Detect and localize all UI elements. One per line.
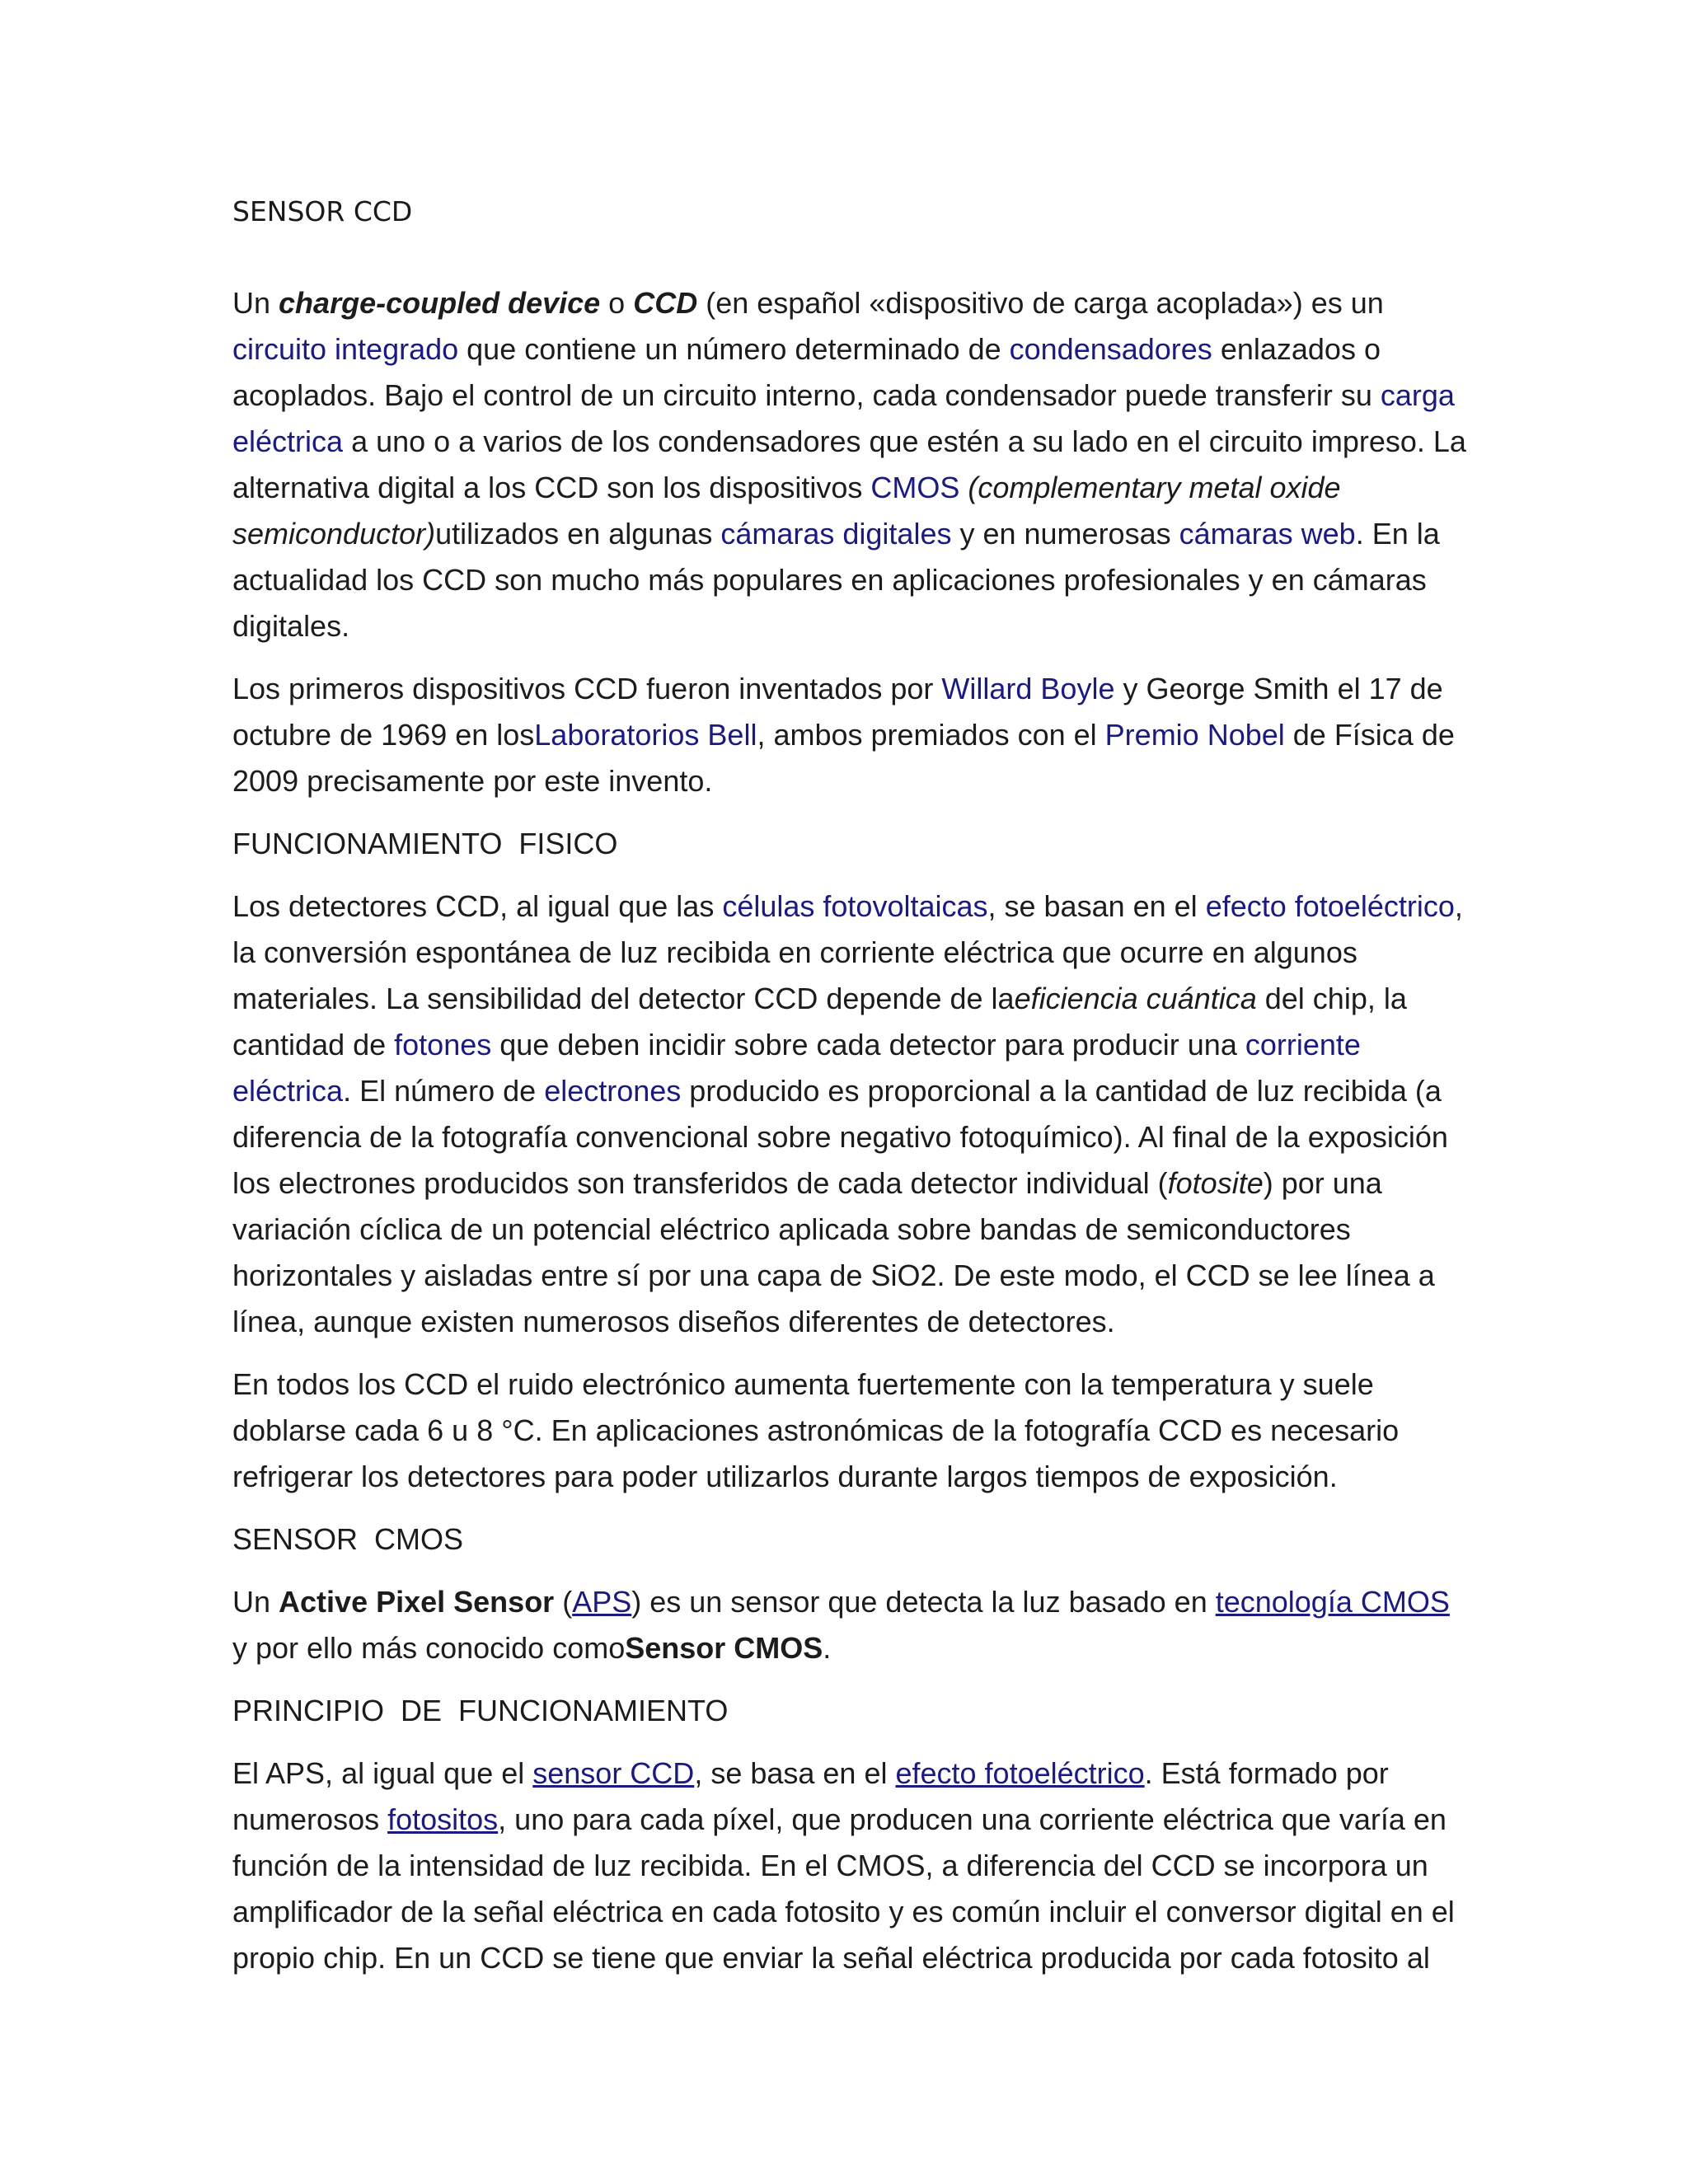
- text: Los detectores CCD, al igual que las: [232, 889, 723, 923]
- text: y por ello más conocido como: [232, 1631, 626, 1665]
- term-eficiencia-cuantica: eficiencia cuántica: [1014, 982, 1257, 1015]
- text: producido es proporcional a la cantidad de luz recibida (a diferencia de la fotografía convencional sobre negativo fotoquímico). Al final de la exposición los electrones producidos son transferidos de cada detector individual (: [232, 1074, 1448, 1200]
- text: Un: [232, 286, 279, 320]
- text: y George Smith el 17 de octubre de 1969 en los: [232, 672, 1443, 752]
- text: que contiene un número determinado de: [458, 332, 1010, 366]
- paragraph-aps-principle: [232, 1750, 1469, 1981]
- link-sensor-ccd[interactable]: sensor CCD: [532, 1756, 695, 1790]
- link-tecnologia-cmos[interactable]: tecnología CMOS: [1215, 1585, 1450, 1619]
- link-laboratorios-bell[interactable]: Laboratorios Bell: [534, 718, 757, 752]
- text: de Física de 2009 precisamente por este invento.: [232, 718, 1455, 798]
- text: (: [554, 1585, 573, 1619]
- text: . En la actualidad los CCD son mucho más populares en aplicaciones profesionales y en cámaras digitales.: [232, 517, 1440, 643]
- document-body: [232, 188, 1469, 1998]
- link-carga-electrica[interactable]: carga eléctrica: [232, 378, 1455, 458]
- text: Los primeros dispositivos CCD fueron inventados por: [232, 672, 942, 705]
- link-premio-nobel[interactable]: Premio Nobel: [1104, 718, 1285, 752]
- text: o: [600, 286, 634, 320]
- text: , uno para cada píxel, que producen una corriente eléctrica que varía en función de la intensidad de luz recibida. En el CMOS, a diferencia del CCD se incorpora un amplificador de la señal eléctrica en cada fotosito y es común incluir el conversor digital en el propio chip. En un CCD se tiene que enviar la señal eléctrica producida por cada fotosito al: [232, 1802, 1455, 1975]
- text: , se basa en el: [694, 1756, 896, 1790]
- heading-sensor-cmos: SENSOR CMOS: [232, 1522, 464, 1556]
- link-corriente-electrica[interactable]: corriente eléctrica: [232, 1028, 1361, 1108]
- text: , ambos premiados con el: [757, 718, 1105, 752]
- text: a uno o a varios de los condensadores que estén a su lado en el circuito impreso. La alternativa digital a los CCD son los dispositivos: [232, 424, 1466, 504]
- link-condensadores[interactable]: condensadores: [1009, 332, 1212, 366]
- paragraph-aps-definition: [232, 1579, 1469, 1671]
- text: . El número de: [343, 1074, 545, 1108]
- term-active-pixel-sensor: Active Pixel Sensor: [279, 1585, 555, 1619]
- link-circuito-integrado[interactable]: circuito integrado: [232, 332, 459, 366]
- term-ccd: CCD: [633, 286, 698, 320]
- link-fotones[interactable]: fotones: [394, 1028, 492, 1062]
- link-aps[interactable]: APS: [572, 1585, 632, 1619]
- paragraph-ccd-history: [232, 666, 1469, 804]
- document-title: SENSOR CCD: [232, 195, 413, 227]
- text: ) por una variación cíclica de un potencial eléctrico aplicada sobre bandas de semiconductores horizontales y aisladas entre sí por una capa de SiO2. De este modo, el CCD se lee línea a línea, aunque existen numerosos diseños diferentes de detectores.: [232, 1166, 1435, 1338]
- paragraph-ccd-definition: [232, 280, 1469, 649]
- heading-funcionamiento-fisico: FUNCIONAMIENTO FISICO: [232, 827, 618, 860]
- link-celulas-fotovoltaicas[interactable]: células fotovoltaicas: [722, 889, 988, 923]
- text: y en numerosas: [951, 517, 1179, 551]
- link-efecto-fotoelectrico[interactable]: efecto fotoeléctrico: [1205, 889, 1455, 923]
- text: ) es un sensor que detecta la luz basado en: [631, 1585, 1216, 1619]
- text: .: [823, 1631, 832, 1665]
- term-charge-coupled-device: charge-coupled device: [279, 286, 601, 320]
- text: . Está formado por numerosos: [232, 1756, 1389, 1836]
- text: que deben incidir sobre cada detector para producir una: [491, 1028, 1245, 1062]
- text: El APS, al igual que el: [232, 1756, 533, 1790]
- term-cmos-expansion: (complementary metal oxide semiconductor): [232, 471, 1341, 551]
- text: enlazados o acoplados. Bajo el control de un circuito interno, cada condensador puede transferir su: [232, 332, 1381, 412]
- link-camaras-digitales[interactable]: cámaras digitales: [720, 517, 952, 551]
- link-willard-boyle[interactable]: Willard Boyle: [941, 672, 1115, 705]
- link-camaras-web[interactable]: cámaras web: [1179, 517, 1356, 551]
- paragraph-ccd-noise: En todos los CCD el ruido electrónico aumenta fuertemente con la temperatura y suele doblarse cada 6 u 8 °C. En aplicaciones astronómicas de la fotografía CCD es necesario refrigerar los detectores para poder utilizarlos durante largos tiempos de exposición.: [232, 1367, 1400, 1493]
- heading-principio-funcionamiento: PRINCIPIO DE FUNCIONAMIENTO: [232, 1694, 729, 1727]
- text: (en español «dispositivo de carga acoplada») es un: [697, 286, 1384, 320]
- text: utilizados en algunas: [435, 517, 721, 551]
- paragraph-ccd-physics: [232, 883, 1469, 1345]
- term-sensor-cmos: Sensor CMOS: [625, 1631, 823, 1665]
- link-cmos[interactable]: CMOS: [870, 471, 960, 504]
- text: , la conversión espontánea de luz recibida en corriente eléctrica que ocurre en algunos materiales. La sensibilidad del detector CCD depende de la: [232, 889, 1463, 1015]
- link-fotositos[interactable]: fotositos: [387, 1802, 499, 1836]
- term-fotosite: fotosite: [1167, 1166, 1264, 1200]
- text: del chip, la cantidad de: [232, 982, 1407, 1062]
- link-electrones[interactable]: electrones: [544, 1074, 682, 1108]
- text: Un: [232, 1585, 279, 1619]
- link-efecto-fotoelectrico-2[interactable]: efecto fotoeléctrico: [895, 1756, 1145, 1790]
- text: , se basan en el: [987, 889, 1206, 923]
